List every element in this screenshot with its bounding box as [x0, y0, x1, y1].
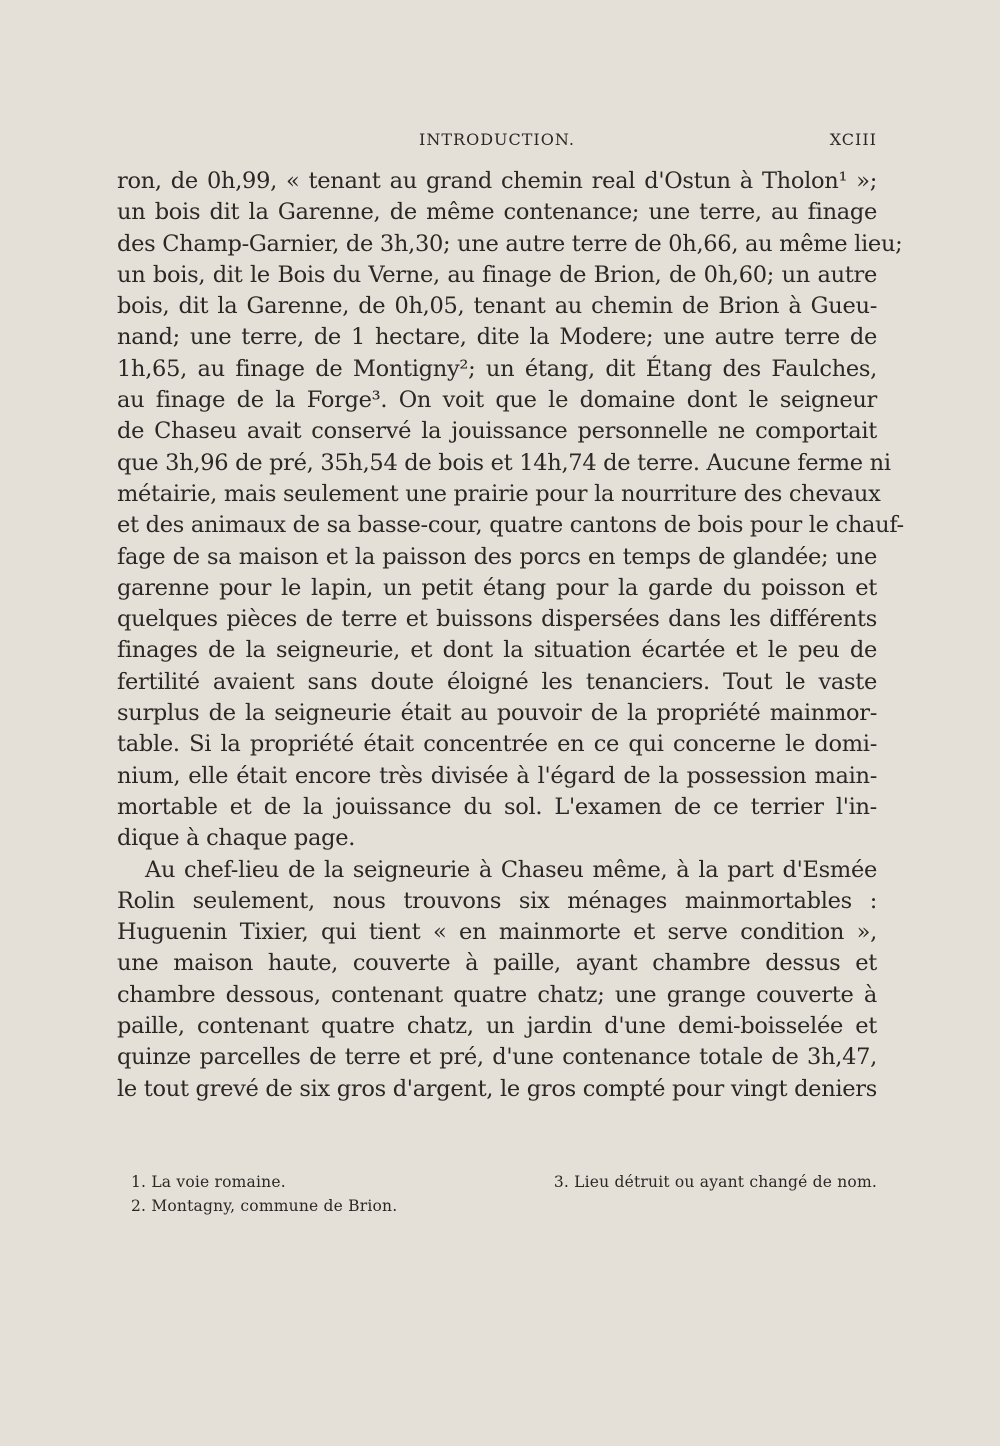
text-line: finages de la seigneurie, et dont la situation écartée et le peu de	[117, 637, 877, 664]
footnote: 1. La voie romaine.	[131, 1173, 286, 1191]
paragraph-2	[117, 855, 877, 1105]
text-line: mortable et de la jouissance du sol. L'examen de ce terrier l'in-	[117, 793, 877, 820]
footnote: 3. Lieu détruit ou ayant changé de nom.	[553, 1173, 877, 1191]
text-line: un bois, dit le Bois du Verne, au finage de Brion, de 0h,60; un autre	[117, 261, 877, 288]
paragraph-1	[117, 166, 904, 855]
text-line: et des animaux de sa basse-cour, quatre cantons de bois pour le chauf-	[117, 512, 904, 539]
page-number: XCIII	[829, 130, 877, 149]
text-line: quelques pièces de terre et buissons dispersées dans les différents	[117, 606, 877, 633]
text-line: 1h,65, au finage de Montigny²; un étang, dit Étang des Faulches,	[117, 355, 877, 382]
text-line: chambre dessous, contenant quatre chatz; une grange couverte à	[117, 981, 877, 1008]
text-line: bois, dit la Garenne, de 0h,05, tenant au chemin de Brion à Gueu-	[117, 293, 877, 320]
text-line: des Champ-Garnier, de 3h,30; une autre terre de 0h,66, au même lieu;	[117, 230, 903, 257]
text-line: nand; une terre, de 1 hectare, dite la Modere; une autre terre de	[117, 324, 877, 351]
text-line: un bois dit la Garenne, de même contenance; une terre, au finage	[117, 199, 877, 226]
text-line: de Chaseu avait conservé la jouissance personnelle ne comportait	[117, 418, 877, 445]
text-line: une maison haute, couverte à paille, ayant chambre dessus et	[117, 950, 877, 977]
footnote: 2. Montagny, commune de Brion.	[131, 1197, 398, 1215]
text-line: dique à chaque page.	[117, 825, 356, 852]
text-line: garenne pour le lapin, un petit étang pour la garde du poisson et	[117, 574, 877, 601]
text-line: ron, de 0h,99, « tenant au grand chemin real d'Ostun à Tholon¹ »;	[117, 168, 877, 194]
running-head	[117, 130, 877, 156]
text-line: que 3h,96 de pré, 35h,54 de bois et 14h,74 de terre. Aucune ferme ni	[117, 449, 891, 476]
running-title: INTRODUCTION.	[419, 130, 575, 149]
text-line: Au chef-lieu de la seigneurie à Chaseu même, à la part d'Esmée	[145, 856, 877, 883]
text-line: nium, elle était encore très divisée à l'égard de la possession main-	[117, 762, 877, 789]
text-line: métairie, mais seulement une prairie pour la nourriture des chevaux	[117, 480, 881, 507]
text-line: au finage de la Forge³. On voit que le domaine dont le seigneur	[117, 387, 877, 414]
text-line: fertilité avaient sans doute éloigné les tenanciers. Tout le vaste	[117, 668, 877, 695]
footnotes-right-column	[554, 1170, 877, 1194]
text-line: fage de sa maison et la paisson des porcs en temps de glandée; une	[117, 543, 877, 570]
text-line: Rolin seulement, nous trouvons six ménages mainmortables :	[117, 887, 877, 914]
footnotes-left-column	[131, 1170, 397, 1218]
text-line: Huguenin Tixier, qui tient « en mainmorte et serve condition »,	[117, 919, 877, 946]
text-line: surplus de la seigneurie était au pouvoir de la propriété mainmor-	[117, 700, 877, 727]
text-line: paille, contenant quatre chatz, un jardin d'une demi-boisselée et	[117, 1013, 877, 1040]
text-line: le tout grevé de six gros d'argent, le gros compté pour vingt deniers	[117, 1075, 877, 1102]
text-line: table. Si la propriété était concentrée en ce qui concerne le domi-	[117, 731, 877, 758]
body-text	[117, 166, 904, 1105]
text-line: quinze parcelles de terre et pré, d'une contenance totale de 3h,47,	[117, 1044, 877, 1071]
